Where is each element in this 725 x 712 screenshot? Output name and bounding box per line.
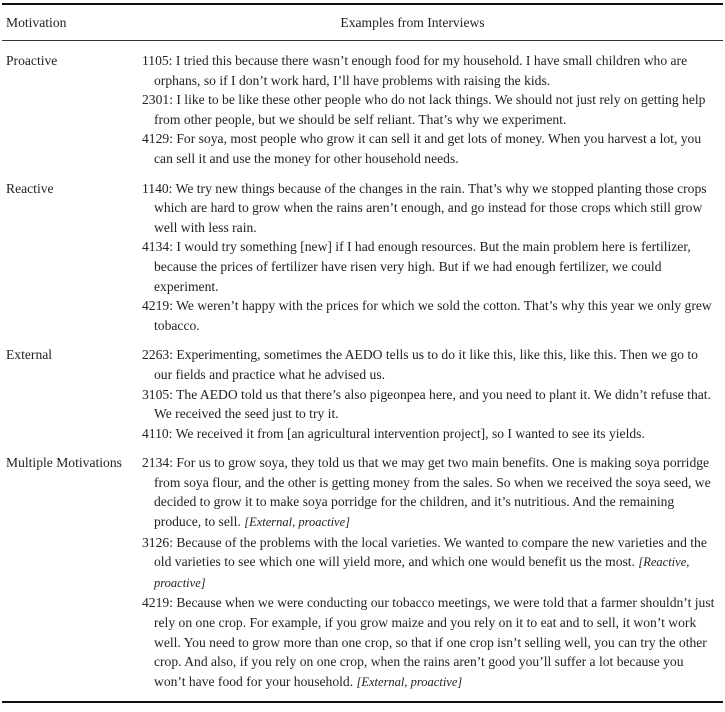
motivation-tag: [Reactive, proactive] [154, 555, 690, 590]
quote-text: 3126: Because of the problems with the local varieties. We wanted to compare the new varieties and the old varieties to see which one will yield more, and which one would benefit us the most. [142, 534, 707, 570]
quote-text: 2263: Experimenting, sometimes the AEDO tells us to do it like this, like this, like this. Then we go to our fields and practice what he advised us. [142, 347, 698, 382]
examples-cell [142, 179, 723, 336]
interview-quote [142, 129, 717, 168]
interview-quote [142, 533, 717, 594]
quote-text: 1105: I tried this because there wasn’t enough food for my household. I have small children who are orphans, so if I don’t work hard, I’ll have problems with raising the kids. [142, 53, 688, 88]
quote-text: 4219: We weren’t happy with the prices for which we sold the cotton. That’s why this year we only grew tobacco. [142, 298, 712, 333]
interview-quote [142, 296, 717, 335]
bottom-rule [2, 701, 723, 703]
motivations-table [2, 3, 723, 703]
interview-quote [142, 179, 717, 238]
quote-text: 2301: I like to be like these other people who do not lack things. We should not just rely on getting help from other people, but we should be self reliant. That’s why we experiment. [142, 92, 706, 127]
motivation-cell: Multiple Motivations [6, 455, 122, 471]
table-row [2, 44, 723, 172]
interview-quote [142, 453, 717, 532]
interview-quote [142, 345, 717, 384]
motivation-cell: Reactive [6, 180, 54, 196]
quote-text: 4129: For soya, most people who grow it can sell it and get lots of money. When you harvest a lot, you can sell it and use the money for other household needs. [142, 131, 702, 166]
motivation-tag: [External, proactive] [244, 515, 350, 530]
header-examples: Examples from Interviews [340, 14, 485, 30]
quote-text: 4219: Because when we were conducting our tobacco meetings, we were told that a farmer shouldn’t just rely on one crop. For example, if you grow maize and you rely on it to eat and to sell, it won’t work well. You need to grow more than one crop, so that if one crop isn’t selling well, you can try the other crop. And also, if you rely on one crop, when the rains aren’t good you’ll suffer a lot because you won’t have food for your household. [142, 595, 715, 689]
examples-cell [142, 51, 723, 169]
quote-text: 2134: For us to grow soya, they told us that we may get two main benefits. One is making soya porridge from soya flour, and the other is getting money from the sales. So when we received the soya seed, we decided to grow it to make soya porridge for the children, and it’s nutritious. And the remaining produce, to sell. [142, 455, 711, 530]
quote-text: 4134: I would try something [new] if I had enough resources. But the main problem here is fertilizer, because the prices of fertilizer have risen very high. But if we had enough fertilizer, we could experiment. [142, 239, 691, 294]
interview-quote [142, 237, 717, 296]
table-row [2, 446, 723, 695]
table-row [2, 172, 723, 339]
table-body [2, 41, 723, 701]
interview-quote [142, 424, 717, 444]
table-header [2, 5, 723, 40]
interview-quote [142, 593, 717, 692]
interview-quote [142, 90, 717, 129]
quote-text: 4110: We received it from [an agricultural intervention project], so I wanted to see its yields. [142, 425, 645, 441]
table-row [2, 338, 723, 446]
examples-cell [142, 345, 723, 443]
motivation-cell: Proactive [6, 53, 58, 68]
examples-cell [142, 453, 723, 692]
motivation-tag: [External, proactive] [356, 674, 463, 689]
quote-text: 3105: The AEDO told us that there’s also pigeonpea here, and you need to plant it. We didn’t refuse that. We received the seed just to try it. [142, 386, 711, 422]
quote-text: 1140: We try new things because of the changes in the rain. That’s why we stopped planting those crops which are hard to grow when the rains aren’t enough, and go instead for those crops which still grow well with less rain. [142, 180, 707, 235]
header-motivation: Motivation [6, 14, 67, 30]
interview-quote [142, 385, 717, 424]
motivation-cell: External [6, 347, 53, 363]
interview-quote [142, 51, 717, 90]
